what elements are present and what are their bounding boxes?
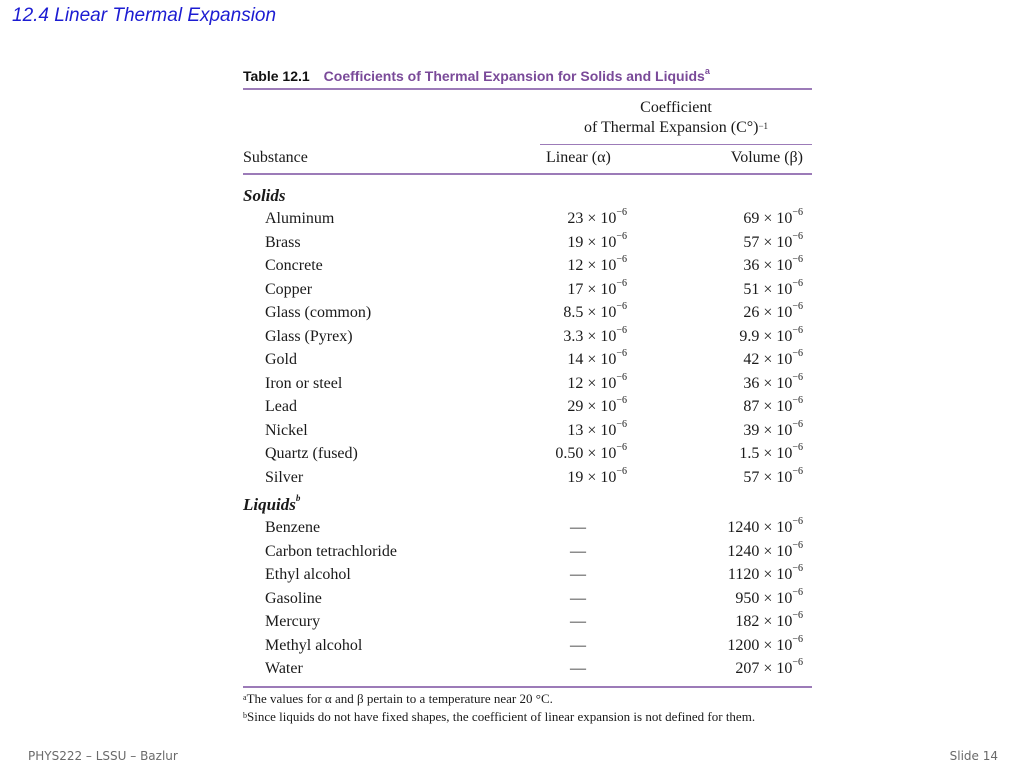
table-row [243, 539, 812, 566]
linear-coefficient [567, 418, 627, 440]
volume-coefficient-mantissa: 207 [735, 660, 760, 677]
substance-name: Gold [265, 351, 297, 368]
volume-coefficient-mantissa: 1.5 [739, 445, 760, 462]
linear-coefficient-mantissa: 12 [567, 257, 584, 274]
table-row [243, 324, 812, 351]
volume-coefficient-times: × 10 [759, 374, 793, 392]
volume-coefficient-mantissa: 1240 [727, 519, 760, 536]
volume-coefficient [735, 657, 803, 678]
linear-coefficient-mantissa: 14 [567, 351, 584, 368]
linear-coefficient-mantissa: 19 [567, 468, 584, 486]
volume-coefficient-exponent: −6 [792, 230, 803, 242]
substance-name: Nickel [265, 421, 308, 439]
volume-coefficient [743, 395, 803, 416]
substance-name: Benzene [265, 519, 321, 536]
linear-coefficient-times: × 10 [583, 210, 617, 227]
table-row [243, 444, 812, 468]
volume-coefficient-times: × 10 [759, 542, 793, 560]
table-row [243, 303, 812, 327]
table-number: Table 12.1 [243, 68, 310, 84]
volume-coefficient-exponent: −6 [792, 563, 803, 574]
linear-coefficient-exponent: −6 [616, 442, 627, 453]
footer-slide-number: Slide 14 [949, 749, 998, 763]
linear-coefficient-exponent: −6 [616, 254, 627, 265]
volume-coefficient-exponent: −6 [792, 371, 803, 383]
substance-name: Glass (Pyrex) [265, 327, 353, 345]
footnote-b: $^b$Since liquids do not have fixed shapes, the coefficient of linear expansion is not defined for them. [243, 709, 756, 724]
volume-coefficient-mantissa: 26 [743, 304, 760, 321]
linear-not-defined: — [570, 613, 586, 630]
volume-coefficient [735, 610, 803, 631]
table-row [243, 518, 812, 542]
linear-coefficient-mantissa: 12 [567, 374, 584, 392]
linear-coefficient-mantissa: 23 [567, 210, 584, 227]
volume-coefficient [727, 563, 803, 584]
volume-coefficient [743, 277, 803, 299]
volume-coefficient-times: × 10 [759, 613, 793, 630]
linear-not-defined: — [570, 589, 586, 607]
volume-coefficient [743, 371, 803, 393]
volume-coefficient-times: × 10 [759, 257, 793, 274]
linear-coefficient [567, 254, 627, 275]
linear-coefficient-times: × 10 [583, 304, 617, 321]
volume-coefficient [739, 324, 803, 346]
volume-coefficient-times: × 10 [759, 327, 793, 345]
volume-coefficient [727, 633, 803, 655]
section-solids: Solids [243, 186, 286, 205]
linear-coefficient [567, 395, 627, 416]
table-row [243, 659, 812, 683]
linear-coefficient-exponent: −6 [616, 395, 627, 406]
top-rule [243, 88, 812, 90]
volume-coefficient-times: × 10 [759, 280, 793, 298]
volume-coefficient [743, 230, 803, 252]
linear-not-defined: — [570, 636, 586, 654]
volume-coefficient-times: × 10 [759, 233, 793, 251]
volume-coefficient-mantissa: 57 [743, 233, 760, 251]
table-footnotes [243, 690, 755, 726]
linear-coefficient [567, 207, 627, 228]
volume-coefficient-exponent: −6 [792, 418, 803, 430]
footer-course: PHYS222 – LSSU – Bazlur [28, 749, 178, 763]
volume-coefficient-times: × 10 [759, 304, 793, 321]
linear-not-defined: — [570, 566, 586, 583]
header-rule [243, 173, 812, 175]
volume-coefficient-mantissa: 9.9 [739, 327, 760, 345]
volume-coefficient-times: × 10 [759, 210, 793, 227]
linear-coefficient-times: × 10 [583, 468, 617, 486]
volume-coefficient [735, 586, 803, 608]
solids-rows [243, 209, 812, 491]
volume-coefficient-mantissa: 57 [743, 468, 760, 486]
table-row [243, 277, 812, 304]
table-row [243, 256, 812, 280]
linear-not-defined: — [570, 660, 586, 677]
substance-name: Methyl alcohol [265, 636, 363, 654]
liquids-rows [243, 518, 812, 683]
volume-coefficient-exponent: −6 [792, 516, 803, 527]
linear-coefficient-times: × 10 [583, 445, 617, 462]
substance-name: Silver [265, 468, 304, 486]
table-row [243, 465, 812, 492]
volume-coefficient-exponent: −6 [792, 465, 803, 477]
table-row [243, 633, 812, 660]
substance-name: Mercury [265, 613, 321, 630]
volume-coefficient-exponent: −6 [792, 277, 803, 289]
volume-coefficient-mantissa: 42 [743, 351, 760, 368]
substance-name: Aluminum [265, 210, 335, 227]
volume-coefficient-mantissa: 36 [743, 374, 760, 392]
table-row [243, 209, 812, 233]
substance-name: Lead [265, 398, 297, 415]
col-header-volume: Volume (β) [730, 149, 803, 166]
table-row [243, 418, 812, 445]
linear-coefficient-mantissa: 0.50 [555, 445, 584, 462]
linear-coefficient-times: × 10 [583, 421, 617, 439]
table-caption-text: Coefficients of Thermal Expansion for Solids and Liquids$^a$ [323, 66, 710, 84]
table-row [243, 230, 812, 257]
volume-coefficient-times: × 10 [759, 351, 793, 368]
volume-coefficient-times: × 10 [759, 660, 793, 677]
footnote-a: $^a$The values for α and β pertain to a temperature near 20 °C. [243, 691, 553, 706]
col-header-linear: Linear (α) [546, 149, 611, 166]
table-row [243, 397, 812, 421]
volume-coefficient-exponent: −6 [792, 610, 803, 621]
volume-coefficient-exponent: −6 [792, 586, 803, 598]
linear-coefficient-times: × 10 [583, 233, 617, 251]
volume-coefficient-exponent: −6 [792, 539, 803, 551]
volume-coefficient-exponent: −6 [792, 657, 803, 668]
linear-coefficient-exponent: −6 [616, 230, 627, 242]
volume-coefficient-exponent: −6 [792, 348, 803, 359]
linear-coefficient [567, 465, 627, 487]
substance-name: Carbon tetrachloride [265, 542, 397, 560]
linear-coefficient-times: × 10 [583, 280, 617, 298]
substance-name: Quartz (fused) [265, 445, 358, 462]
linear-coefficient-exponent: −6 [616, 465, 627, 477]
linear-coefficient-mantissa: 13 [567, 421, 584, 439]
volume-coefficient [743, 301, 803, 322]
linear-coefficient-mantissa: 3.3 [563, 327, 584, 345]
table-row [243, 371, 812, 398]
table-row [243, 565, 812, 589]
volume-coefficient-times: × 10 [759, 519, 793, 536]
volume-coefficient-mantissa: 39 [743, 421, 760, 439]
volume-coefficient-mantissa: 182 [735, 613, 760, 630]
linear-coefficient-times: × 10 [583, 351, 617, 368]
volume-coefficient [743, 254, 803, 275]
linear-coefficient-mantissa: 8.5 [563, 304, 584, 321]
bottom-rule [243, 686, 812, 688]
section-liquids: Liquids$^b$ [243, 493, 301, 514]
thermal-expansion-table [243, 64, 812, 677]
table-caption [243, 64, 812, 88]
linear-coefficient-mantissa: 19 [567, 233, 584, 251]
linear-not-defined: — [570, 542, 586, 560]
linear-coefficient-exponent: −6 [616, 301, 627, 312]
substance-name: Water [265, 660, 303, 677]
volume-coefficient-mantissa: 51 [743, 280, 760, 298]
volume-coefficient-exponent: −6 [792, 442, 803, 453]
linear-coefficient [567, 277, 627, 299]
linear-coefficient [563, 324, 627, 346]
volume-coefficient-times: × 10 [759, 398, 793, 415]
substance-name: Glass (common) [265, 304, 372, 321]
volume-coefficient [727, 516, 803, 537]
volume-coefficient-exponent: −6 [792, 254, 803, 265]
linear-coefficient-exponent: −6 [616, 277, 627, 289]
linear-coefficient-exponent: −6 [616, 371, 627, 383]
volume-coefficient [739, 442, 803, 463]
volume-coefficient-times: × 10 [759, 421, 793, 439]
linear-coefficient-exponent: −6 [616, 207, 627, 218]
volume-coefficient-exponent: −6 [792, 395, 803, 406]
linear-coefficient-exponent: −6 [616, 348, 627, 359]
volume-coefficient [743, 207, 803, 228]
linear-coefficient-exponent: −6 [616, 324, 627, 336]
volume-coefficient-exponent: −6 [792, 324, 803, 336]
linear-not-defined: — [570, 519, 586, 536]
linear-coefficient-times: × 10 [583, 374, 617, 392]
coefficient-header: Coefficient of Thermal Expansion $(C^\circ)^{-1}$ [583, 99, 769, 136]
col-header-substance: Substance [243, 149, 308, 166]
table-row [243, 350, 812, 374]
table-row [243, 612, 812, 636]
volume-coefficient-exponent: −6 [792, 301, 803, 312]
linear-coefficient [567, 371, 627, 393]
volume-coefficient-times: × 10 [759, 566, 793, 583]
volume-coefficient-mantissa: 36 [743, 257, 760, 274]
volume-coefficient-exponent: −6 [792, 633, 803, 645]
substance-name: Brass [265, 233, 301, 251]
table-row [243, 586, 812, 613]
substance-name: Concrete [265, 257, 323, 274]
linear-coefficient [555, 442, 627, 463]
linear-coefficient-exponent: −6 [616, 418, 627, 430]
volume-coefficient [743, 418, 803, 440]
volume-coefficient-mantissa: 69 [743, 210, 760, 227]
volume-coefficient-mantissa: 950 [735, 589, 760, 607]
volume-coefficient-mantissa: 1200 [727, 636, 760, 654]
linear-coefficient-times: × 10 [583, 257, 617, 274]
substance-name: Gasoline [265, 589, 322, 607]
coefficient-rule [540, 144, 812, 145]
volume-coefficient [743, 465, 803, 487]
volume-coefficient [727, 539, 803, 561]
linear-coefficient-mantissa: 29 [567, 398, 584, 415]
slide-title: 12.4 Linear Thermal Expansion [12, 5, 277, 26]
volume-coefficient-times: × 10 [759, 445, 793, 462]
linear-coefficient-mantissa: 17 [567, 280, 584, 298]
volume-coefficient-exponent: −6 [792, 207, 803, 218]
substance-name: Iron or steel [265, 374, 343, 392]
linear-coefficient-times: × 10 [583, 327, 617, 345]
volume-coefficient-mantissa: 1240 [727, 542, 760, 560]
linear-coefficient-times: × 10 [583, 398, 617, 415]
volume-coefficient [743, 348, 803, 369]
volume-coefficient-mantissa: 87 [743, 398, 760, 415]
substance-name: Ethyl alcohol [265, 566, 351, 583]
linear-coefficient [563, 301, 627, 322]
volume-coefficient-times: × 10 [759, 589, 793, 607]
linear-coefficient [567, 230, 627, 252]
volume-coefficient-mantissa: 1120 [727, 566, 760, 583]
substance-name: Copper [265, 280, 313, 298]
linear-coefficient [567, 348, 627, 369]
volume-coefficient-times: × 10 [759, 636, 793, 654]
volume-coefficient-times: × 10 [759, 468, 793, 486]
